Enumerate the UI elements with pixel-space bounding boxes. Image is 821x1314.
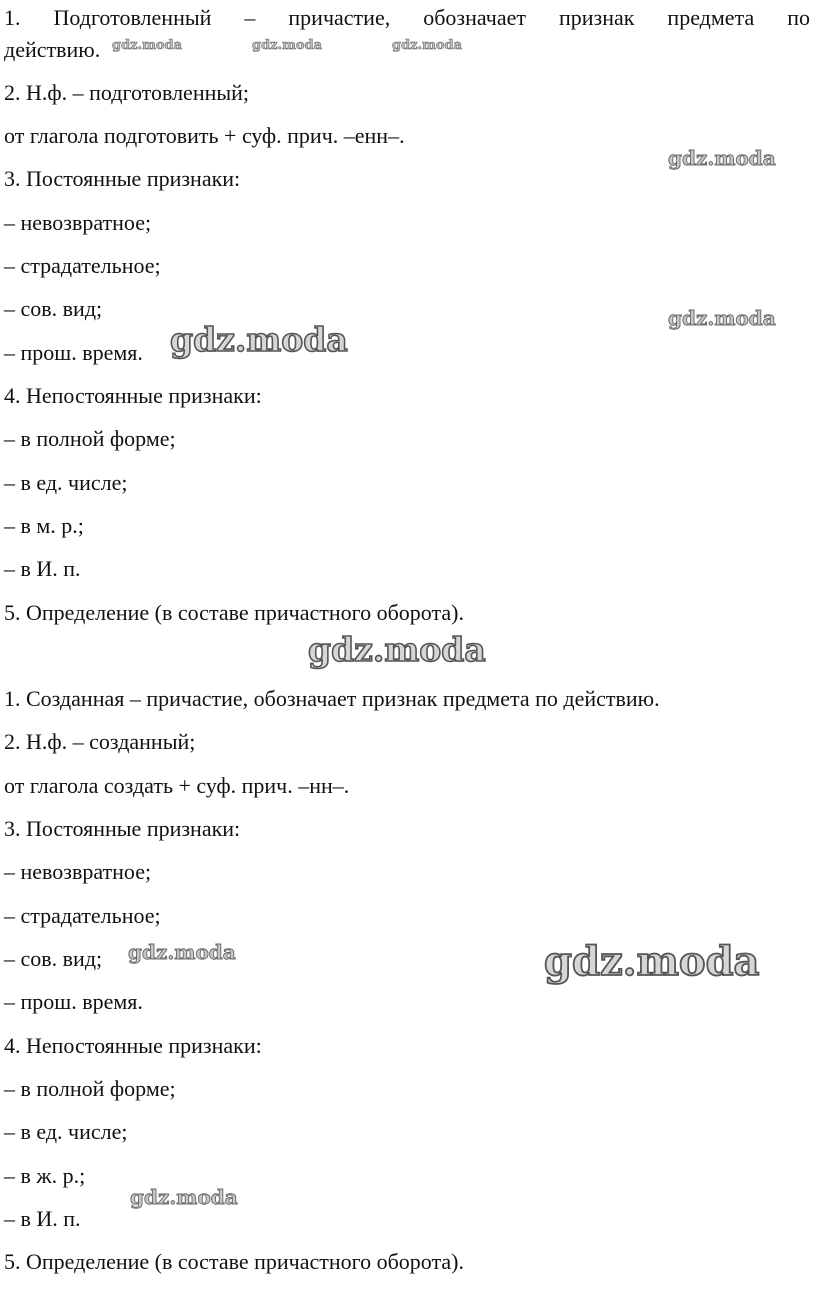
block1-variable-header: 4. Непостоянные признаки: bbox=[4, 383, 262, 408]
block1-line1: 1. Подготовленный – причастие, обозначает признак предмета по bbox=[4, 5, 810, 30]
block2-constant-item: – страдательное; bbox=[4, 903, 161, 928]
block2-line1: 1. Созданная – причастие, обозначает признак предмета по действию. bbox=[4, 686, 660, 711]
block1-role: 5. Определение (в составе причастного оборота). bbox=[4, 600, 464, 625]
block1-constant-item: – невозвратное; bbox=[4, 210, 152, 235]
block2-constant-item: – сов. вид; bbox=[4, 946, 103, 971]
watermark-logo: gdz.moda bbox=[544, 938, 760, 985]
block2-variable-item: – в полной форме; bbox=[4, 1076, 176, 1101]
block1-variable-item: – в И. п. bbox=[4, 556, 81, 581]
block2-constant-item: – прош. время. bbox=[4, 989, 143, 1014]
block2-variable-item: – в ж. р.; bbox=[4, 1163, 86, 1188]
block1-variable-item: – в м. р.; bbox=[4, 513, 84, 538]
block2-variable-header: 4. Непостоянные признаки: bbox=[4, 1033, 262, 1058]
block1-constant-item: – страдательное; bbox=[4, 253, 161, 278]
watermark-logo: gdz.moda bbox=[130, 1185, 238, 1209]
block2-nf: 2. Н.ф. – созданный; bbox=[4, 729, 196, 754]
watermark-logo: gdz.moda bbox=[668, 146, 776, 170]
block1-variable-item: – в ед. числе; bbox=[4, 470, 128, 495]
watermark-logo: gdz.moda bbox=[668, 306, 776, 330]
watermark-logo: gdz.moda bbox=[170, 320, 348, 359]
watermark-logo: gdz.moda bbox=[392, 38, 463, 53]
watermark-logo: gdz.moda bbox=[308, 630, 486, 669]
block2-constant-item: – невозвратное; bbox=[4, 859, 152, 884]
watermark-logo: gdz.moda bbox=[252, 38, 323, 53]
block1-derivation: от глагола подготовить + суф. прич. –енн–. bbox=[4, 123, 405, 148]
block2-variable-item: – в И. п. bbox=[4, 1206, 81, 1231]
block1-line2: действию. bbox=[4, 37, 101, 62]
block1-variable-item: – в полной форме; bbox=[4, 426, 176, 451]
block1-constant-item: – сов. вид; bbox=[4, 296, 103, 321]
block1-nf: 2. Н.ф. – подготовленный; bbox=[4, 80, 250, 105]
block1-constant-item: – прош. время. bbox=[4, 340, 143, 365]
block2-derivation: от глагола создать + суф. прич. –нн–. bbox=[4, 773, 350, 798]
watermark-logo: gdz.moda bbox=[128, 940, 236, 964]
block2-constant-header: 3. Постоянные признаки: bbox=[4, 816, 241, 841]
watermark-logo: gdz.moda bbox=[112, 38, 183, 53]
block1-constant-header: 3. Постоянные признаки: bbox=[4, 166, 241, 191]
block2-variable-item: – в ед. числе; bbox=[4, 1119, 128, 1144]
block2-role: 5. Определение (в составе причастного оборота). bbox=[4, 1249, 464, 1274]
